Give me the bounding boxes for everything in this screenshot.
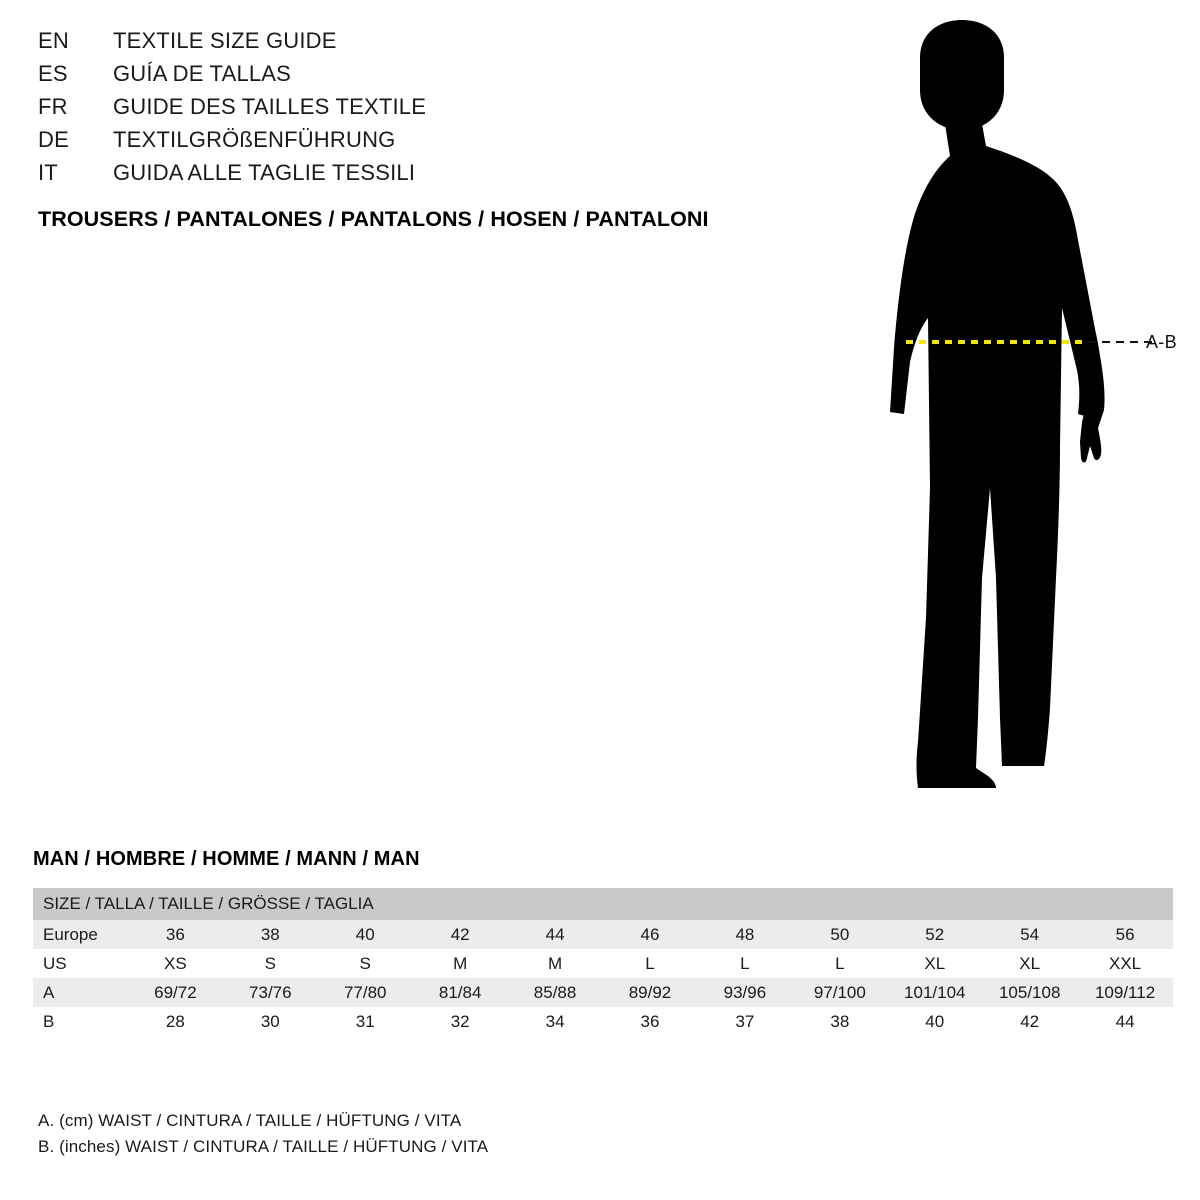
table-cell: 40 [318, 920, 413, 949]
table-row [33, 1007, 1173, 1036]
table-cell: XL [887, 949, 982, 978]
table-cell: 40 [887, 1007, 982, 1036]
table-row [33, 920, 1173, 949]
language-row [38, 127, 818, 160]
footnote-a: A. (cm) WAIST / CINTURA / TAILLE / HÜFTUNG / VITA [38, 1111, 462, 1130]
language-code: EN [38, 28, 69, 53]
table-cell: L [792, 949, 887, 978]
table-cell: XXL [1077, 949, 1173, 978]
table-row [33, 978, 1173, 1007]
row-label: Europe [33, 920, 128, 949]
table-cell: 105/108 [982, 978, 1077, 1007]
language-code: DE [38, 127, 69, 152]
table-cell: 48 [697, 920, 792, 949]
table-cell: 109/112 [1077, 978, 1173, 1007]
table-cell: 38 [223, 920, 318, 949]
table-cell: 89/92 [603, 978, 698, 1007]
male-silhouette-icon [810, 18, 1190, 808]
table-cell: S [223, 949, 318, 978]
language-row [38, 61, 818, 94]
table-cell: 30 [223, 1007, 318, 1036]
figure-illustration [810, 18, 1190, 808]
language-title: TEXTILE SIZE GUIDE [113, 28, 337, 53]
language-code: ES [38, 61, 68, 86]
row-label: B [33, 1007, 128, 1036]
table-cell: M [508, 949, 603, 978]
table-cell: M [413, 949, 508, 978]
table-cell: 44 [1077, 1007, 1173, 1036]
table-row [33, 949, 1173, 978]
footnote-b: B. (inches) WAIST / CINTURA / TAILLE / HÜFTUNG / VITA [38, 1137, 489, 1156]
table-cell: 101/104 [887, 978, 982, 1007]
table-cell: 54 [982, 920, 1077, 949]
garment-type-title: TROUSERS / PANTALONES / PANTALONS / HOSEN / PANTALONI [38, 207, 709, 231]
table-cell: 37 [697, 1007, 792, 1036]
table-cell: 50 [792, 920, 887, 949]
table-cell: 42 [982, 1007, 1077, 1036]
language-title: TEXTILGRÖßENFÜHRUNG [113, 127, 396, 152]
table-cell: 31 [318, 1007, 413, 1036]
language-code: IT [38, 160, 58, 185]
language-row [38, 28, 818, 61]
size-guide-header [38, 28, 818, 232]
size-table [33, 888, 1173, 1036]
table-cell: 85/88 [508, 978, 603, 1007]
language-title: GUIDE DES TAILLES TEXTILE [113, 94, 427, 119]
footnotes [38, 1108, 938, 1160]
table-cell: 81/84 [413, 978, 508, 1007]
gender-title: MAN / HOMBRE / HOMME / MANN / MAN [33, 848, 420, 870]
table-header-label: SIZE / TALLA / TAILLE / GRÖSSE / TAGLIA [33, 888, 1173, 920]
size-table-block [33, 848, 1173, 1036]
table-cell: S [318, 949, 413, 978]
table-cell: 44 [508, 920, 603, 949]
language-code: FR [38, 94, 68, 119]
language-title: GUIDA ALLE TAGLIE TESSILI [113, 160, 416, 185]
table-cell: 34 [508, 1007, 603, 1036]
table-cell: 97/100 [792, 978, 887, 1007]
table-cell: 93/96 [697, 978, 792, 1007]
table-cell: 69/72 [128, 978, 223, 1007]
table-cell: 56 [1077, 920, 1173, 949]
language-title: GUÍA DE TALLAS [113, 61, 292, 86]
row-label: US [33, 949, 128, 978]
row-label: A [33, 978, 128, 1007]
table-cell: L [603, 949, 698, 978]
table-cell: 28 [128, 1007, 223, 1036]
table-cell: 73/76 [223, 978, 318, 1007]
table-cell: XL [982, 949, 1077, 978]
table-cell: 42 [413, 920, 508, 949]
table-cell: XS [128, 949, 223, 978]
table-cell: 36 [128, 920, 223, 949]
table-header-row [33, 888, 1173, 920]
table-cell: 36 [603, 1007, 698, 1036]
language-row [38, 160, 818, 193]
table-cell: L [697, 949, 792, 978]
measure-label-ab: A-B [1146, 332, 1177, 352]
table-cell: 32 [413, 1007, 508, 1036]
table-cell: 46 [603, 920, 698, 949]
waist-measure-line [906, 334, 1166, 350]
table-cell: 77/80 [318, 978, 413, 1007]
table-cell: 38 [792, 1007, 887, 1036]
language-row [38, 94, 818, 127]
table-cell: 52 [887, 920, 982, 949]
